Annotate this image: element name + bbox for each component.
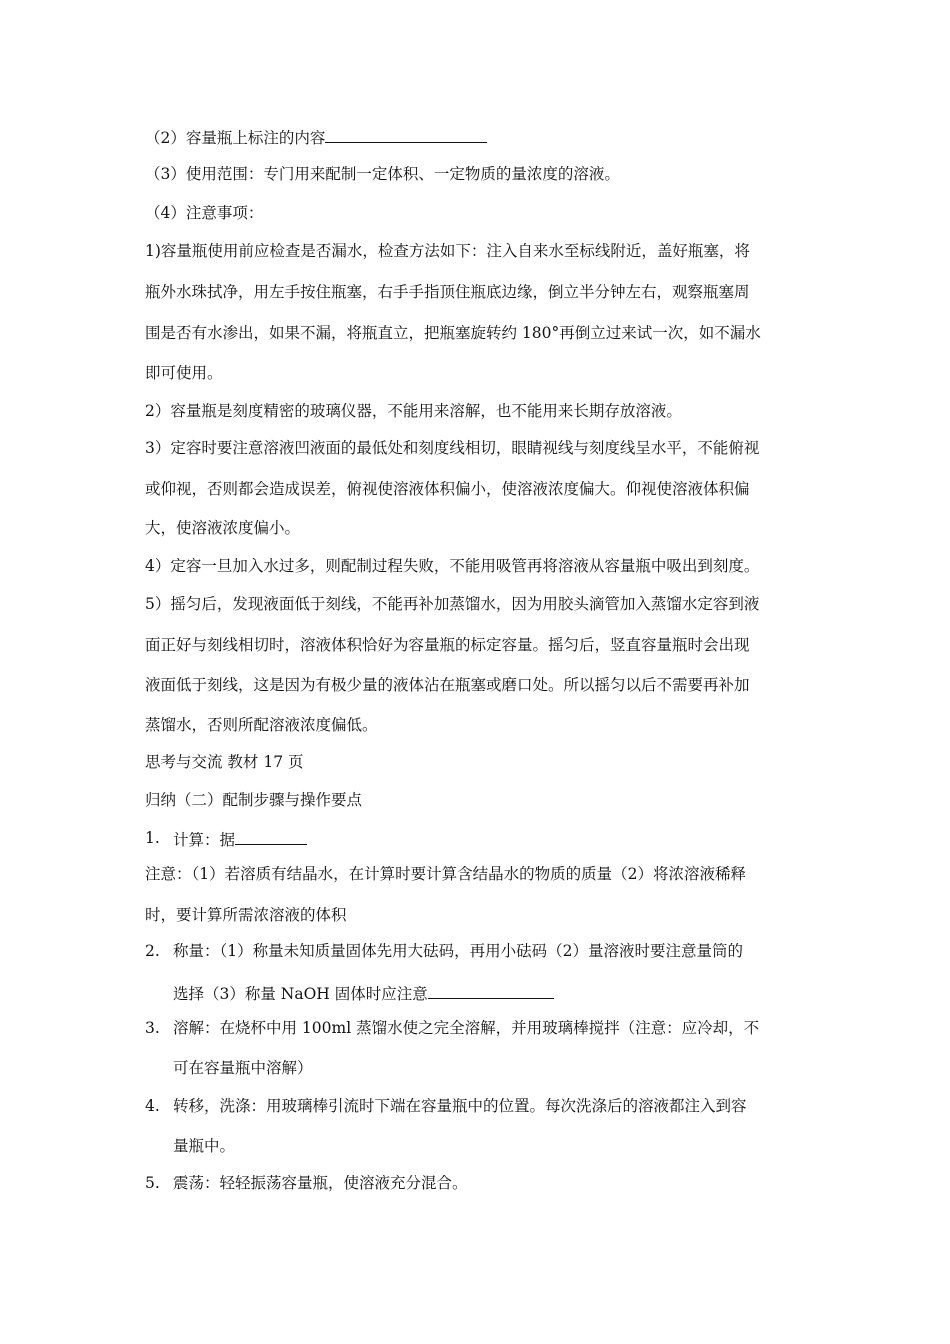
list-number: 2. [145,942,160,960]
text-line: 量瓶中。 [173,1137,236,1155]
text-line: （3）使用范围：专门用来配制一定体积、一定物质的量浓度的溶液。 [145,165,620,183]
text-line: 蒸馏水，否则所配溶液浓度偏低。 [145,716,378,734]
text-line: 液面低于刻线，这是因为有极少量的液体沾在瓶塞或磨口处。所以摇匀以后不需要再补加 [145,676,750,694]
text-line: 2）容量瓶是刻度精密的玻璃仪器，不能用来溶解，也不能用来长期存放溶液。 [145,402,682,420]
text-line: 思考与交流 教材 17 页 [145,753,304,771]
text-line: 可在容量瓶中溶解） [173,1059,313,1077]
fill-in-blank[interactable] [428,982,554,999]
text-line: 注意：（1）若溶质有结晶水，在计算时要计算含结晶水的物质的质量（2）将浓溶液稀释 [145,865,746,883]
text-line: 5）摇匀后，发现液面低于刻线，不能再补加蒸馏水，因为用胶头滴管加入蒸馏水定容到液 [145,595,760,613]
text-line [173,982,554,1004]
text-line: 1)容量瓶使用前应检查是否漏水，检查方法如下：注入自来水至标线附近，盖好瓶塞，将 [145,242,750,260]
line-text: 计算：据 [173,831,236,849]
text-line: 瓶外水珠拭净，用左手按住瓶塞，右手手指顶住瓶底边缘，倒立半分钟左右，观察瓶塞周 [145,283,750,301]
text-line: 3）定容时要注意溶液凹液面的最低处和刻度线相切，眼睛视线与刻度线呈水平，不能俯视 [145,439,760,457]
text-line: 围是否有水渗出，如果不漏，将瓶直立，把瓶塞旋转约 180°再倒立过来试一次，如不漏水 [145,324,761,342]
text-line: 溶解：在烧杯中用 100ml 蒸馏水使之完全溶解，并用玻璃棒搅拌（注意：应冷却，不 [173,1019,760,1037]
section-heading: 归纳（二）配制步骤与操作要点 [145,791,363,809]
text-line: 面正好与刻线相切时，溶液体积恰好为容量瓶的标定容量。摇匀后，竖直容量瓶时会出现 [145,636,750,654]
line-text: （2）容量瓶上标注的内容 [145,129,326,147]
list-number: 3. [145,1019,160,1037]
list-number: 1. [145,829,160,847]
line-text: 选择（3）称量 NaOH 固体时应注意 [173,985,428,1003]
text-line: 或仰视，否则都会造成误差，俯视使溶液体积偏小，使溶液浓度偏大。仰视使溶液体积偏 [145,480,750,498]
text-line [173,828,307,850]
list-number: 5. [145,1174,160,1192]
text-line [145,126,487,148]
text-line: 称量：（1）称量未知质量固体先用大砝码，再用小砝码（2）量溶液时要注意量筒的 [173,942,743,960]
text-line: 大，使溶液浓度偏小。 [145,519,301,537]
fill-in-blank[interactable] [325,126,487,143]
text-line: 即可使用。 [145,364,223,382]
text-line: 4）定容一旦加入水过多，则配制过程失败，不能用吸管再将溶液从容量瓶中吸出到刻度。 [145,557,760,575]
text-line: 震荡：轻轻振荡容量瓶，使溶液充分混合。 [173,1174,468,1192]
text-line: （4）注意事项： [145,204,264,222]
text-line: 转移，洗涤：用玻璃棒引流时下端在容量瓶中的位置。每次洗涤后的溶液都注入到容 [173,1097,747,1115]
list-number: 4. [145,1097,160,1115]
fill-in-blank[interactable] [235,828,307,845]
text-line: 时，要计算所需浓溶液的体积 [145,906,347,924]
